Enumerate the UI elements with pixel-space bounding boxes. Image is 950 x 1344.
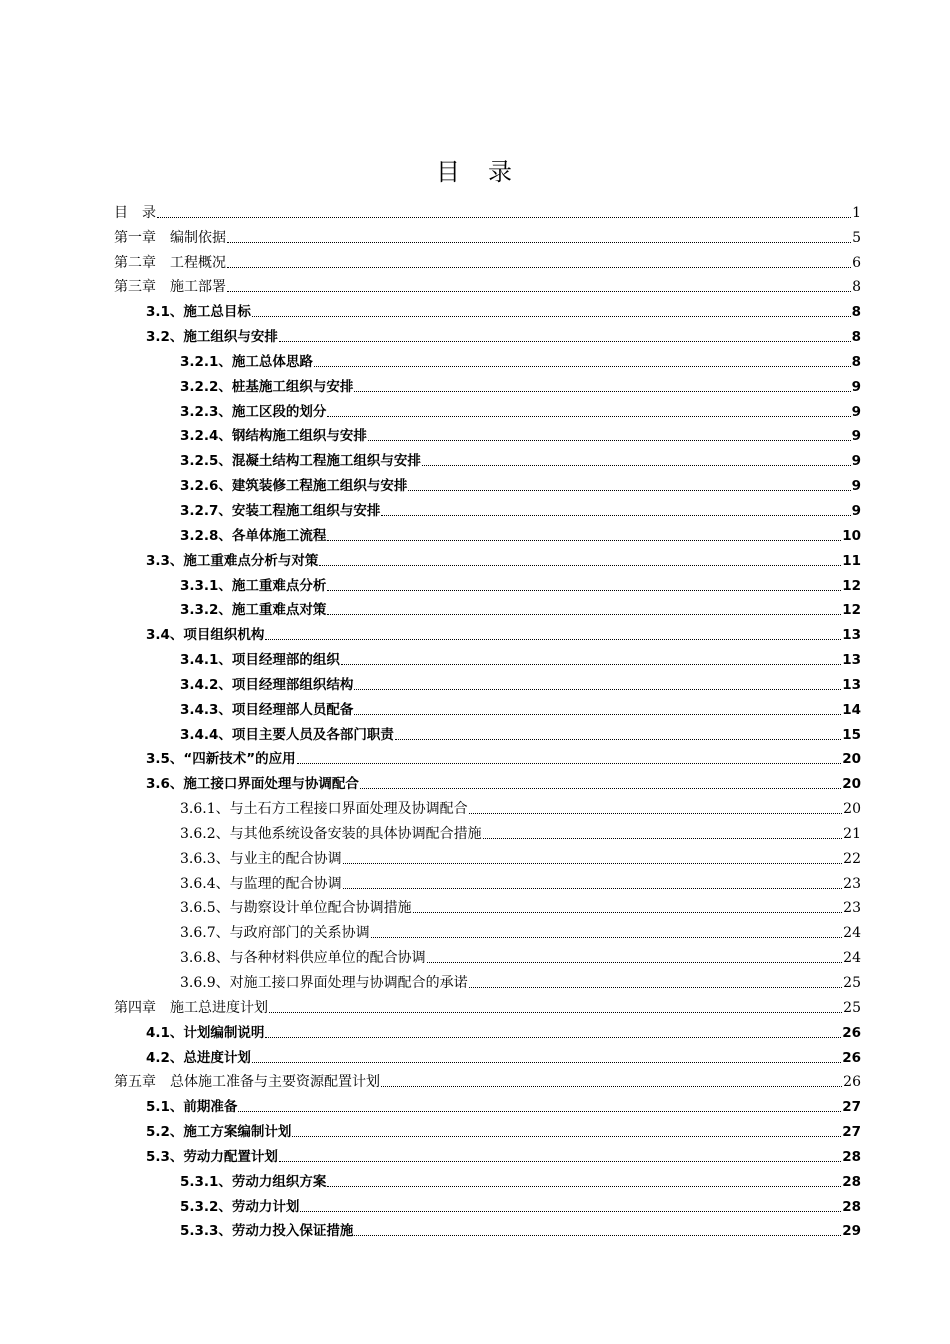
toc-entry-page: 8 [851, 304, 861, 321]
toc-leader-dots [343, 887, 843, 889]
toc-entry-page: 12 [842, 577, 861, 594]
toc-entry-label: 3.6.1、与土石方工程接口界面处理及协调配合 [180, 801, 468, 818]
toc-leader-dots [354, 688, 841, 690]
toc-entry[interactable] [0, 768, 861, 793]
toc-entry-page: 26 [843, 1074, 861, 1091]
toc-entry-page: 1 [852, 204, 861, 221]
toc-entry-label: 3.2.4、钢结构施工组织与安排 [180, 428, 367, 445]
toc-entry[interactable] [0, 595, 861, 620]
toc-entry-page: 24 [843, 925, 861, 942]
toc-entry-page: 20 [842, 776, 861, 793]
toc-leader-dots [343, 862, 843, 864]
toc-entry-label: 3.6.7、与政府部门的关系协调 [180, 925, 370, 942]
toc-entry[interactable] [0, 694, 861, 719]
toc-entry-page: 27 [842, 1124, 861, 1141]
toc-entry-page: 26 [842, 1049, 861, 1066]
toc-leader-dots [381, 514, 850, 516]
toc-entry[interactable] [0, 893, 861, 918]
toc-leader-dots [238, 1110, 841, 1112]
toc-leader-dots [297, 762, 842, 764]
toc-entry-page: 26 [842, 1024, 861, 1041]
toc-entry-page: 29 [842, 1223, 861, 1240]
toc-entry-label: 3.5、“四新技术”的应用 [146, 751, 296, 768]
toc-leader-dots [227, 266, 851, 268]
toc-leader-dots [422, 464, 851, 466]
toc-entry[interactable] [0, 470, 861, 495]
toc-entry[interactable] [0, 545, 861, 570]
toc-entry[interactable] [0, 321, 861, 346]
toc-entry-label: 第五章 总体施工准备与主要资源配置计划 [114, 1074, 380, 1091]
toc-entry-label: 3.2.3、施工区段的划分 [180, 403, 327, 420]
toc-entry-page: 8 [851, 329, 861, 346]
toc-leader-dots [413, 911, 843, 913]
toc-entry-label: 3.2、施工组织与安排 [146, 329, 278, 346]
toc-entry-page: 9 [851, 378, 861, 395]
toc-entry-page: 23 [843, 875, 861, 892]
toc-entry-label: 5.3.2、劳动力计划 [180, 1198, 300, 1215]
toc-entry-label: 3.2.8、各单体施工流程 [180, 527, 327, 544]
toc-entry[interactable] [0, 1067, 861, 1092]
toc-entry[interactable] [0, 793, 861, 818]
toc-leader-dots [265, 1036, 841, 1038]
toc-entry-label: 第二章 工程概况 [114, 254, 226, 271]
toc-entry-label: 3.6.8、与各种材料供应单位的配合协调 [180, 950, 426, 967]
toc-entry-label: 3.4、项目组织机构 [146, 627, 265, 644]
toc-leader-dots [314, 365, 851, 367]
table-of-contents [0, 197, 950, 1240]
toc-entry-page: 9 [851, 478, 861, 495]
toc-entry-label: 5.3、劳动力配置计划 [146, 1148, 278, 1165]
toc-entry-page: 5 [852, 229, 861, 246]
toc-entry-label: 5.2、施工方案编制计划 [146, 1124, 292, 1141]
toc-entry-label: 3.6、施工接口界面处理与协调配合 [146, 776, 359, 793]
toc-entry[interactable] [0, 197, 861, 222]
toc-entry-label: 5.3.1、劳动力组织方案 [180, 1173, 327, 1190]
toc-entry[interactable] [0, 346, 861, 371]
toc-entry[interactable] [0, 1017, 861, 1042]
toc-entry-label: 5.3.3、劳动力投入保证措施 [180, 1223, 354, 1240]
toc-entry[interactable] [0, 371, 861, 396]
toc-entry-page: 25 [843, 975, 861, 991]
toc-entry[interactable] [0, 570, 861, 595]
toc-entry-label: 3.2.1、施工总体思路 [180, 353, 313, 370]
toc-entry[interactable] [0, 917, 861, 942]
toc-entry[interactable] [0, 222, 861, 247]
toc-entry[interactable] [0, 1116, 861, 1141]
toc-entry-label: 5.1、前期准备 [146, 1099, 238, 1116]
toc-entry-label: 3.3.2、施工重难点对策 [180, 602, 327, 619]
toc-leader-dots [157, 216, 851, 218]
toc-leader-dots [327, 1185, 841, 1187]
toc-entry-label: 目 录 [114, 204, 156, 221]
toc-leader-dots [279, 340, 851, 342]
toc-leader-dots [368, 439, 851, 441]
toc-entry[interactable] [0, 992, 861, 1017]
toc-leader-dots [354, 390, 850, 392]
toc-leader-dots [227, 290, 851, 292]
toc-entry[interactable] [0, 445, 861, 470]
toc-entry-label: 3.2.5、混凝土结构工程施工组织与安排 [180, 453, 421, 470]
toc-leader-dots [381, 1085, 842, 1087]
toc-entry[interactable] [0, 296, 861, 321]
toc-entry[interactable] [0, 1091, 861, 1116]
toc-entry-label: 3.1、施工总目标 [146, 304, 251, 321]
toc-entry-page: 28 [842, 1198, 861, 1215]
toc-entry-page: 22 [843, 850, 861, 867]
toc-leader-dots [292, 1135, 841, 1137]
toc-entry-page: 12 [842, 602, 861, 619]
toc-entry[interactable] [0, 843, 861, 868]
toc-entry[interactable] [0, 669, 861, 694]
toc-entry-label: 4.1、计划编制说明 [146, 1024, 265, 1041]
toc-entry[interactable] [0, 421, 861, 446]
toc-entry[interactable] [0, 247, 861, 272]
toc-leader-dots [300, 1210, 841, 1212]
toc-entry-page: 14 [842, 701, 861, 718]
toc-entry-page: 20 [842, 751, 861, 768]
toc-entry[interactable] [0, 1141, 861, 1166]
toc-leader-dots [360, 787, 841, 789]
toc-leader-dots [327, 539, 841, 541]
toc-entry-page: 24 [843, 950, 861, 967]
toc-entry[interactable] [0, 619, 861, 644]
toc-entry[interactable] [0, 495, 861, 520]
toc-leader-dots [469, 986, 843, 988]
toc-entry-label: 第四章 施工总进度计划 [114, 999, 268, 1016]
toc-entry-label: 3.3、施工重难点分析与对策 [146, 552, 319, 569]
toc-entry-page: 9 [851, 453, 861, 470]
toc-entry[interactable] [0, 1166, 861, 1191]
toc-leader-dots [269, 1011, 842, 1013]
toc-leader-dots [319, 564, 841, 566]
toc-leader-dots [327, 415, 850, 417]
toc-entry[interactable] [0, 272, 861, 297]
toc-entry-label: 3.6.2、与其他系统设备安装的具体协调配合措施 [180, 825, 482, 842]
toc-entry-label: 3.4.4、项目主要人员及各部门职责 [180, 726, 394, 743]
toc-leader-dots [327, 613, 841, 615]
toc-entry-label: 第一章 编制依据 [114, 229, 226, 246]
toc-entry-page: 13 [842, 676, 861, 693]
toc-entry[interactable] [0, 818, 861, 843]
toc-leader-dots [227, 241, 851, 243]
toc-entry-label: 第三章 施工部署 [114, 279, 226, 296]
toc-entry-label: 3.6.5、与勘察设计单位配合协调措施 [180, 900, 412, 917]
toc-entry-page: 28 [842, 1148, 861, 1165]
toc-entry-page: 11 [842, 552, 861, 569]
toc-entry-page: 15 [842, 726, 861, 743]
toc-entry-label: 3.3.1、施工重难点分析 [180, 577, 327, 594]
toc-leader-dots [252, 1061, 841, 1063]
toc-leader-dots [427, 961, 843, 963]
toc-entry[interactable] [0, 1042, 861, 1067]
toc-entry-page: 25 [843, 999, 861, 1016]
toc-entry[interactable] [0, 967, 861, 992]
toc-entry-page: 23 [843, 900, 861, 917]
toc-entry-label: 3.4.3、项目经理部人员配备 [180, 701, 354, 718]
toc-leader-dots [265, 638, 841, 640]
toc-entry[interactable] [0, 1191, 861, 1216]
toc-entry-page: 27 [842, 1099, 861, 1116]
toc-entry-page: 28 [842, 1173, 861, 1190]
toc-entry-label: 3.6.4、与监理的配合协调 [180, 875, 342, 892]
toc-entry[interactable] [0, 868, 861, 893]
toc-leader-dots [371, 936, 843, 938]
toc-entry[interactable] [0, 719, 861, 744]
toc-entry-page: 13 [842, 627, 861, 644]
toc-entry-page: 13 [842, 652, 861, 669]
toc-entry[interactable] [0, 942, 861, 967]
toc-entry[interactable] [0, 644, 861, 669]
toc-leader-dots [354, 713, 841, 715]
toc-title: 目 录 [436, 158, 514, 186]
toc-leader-dots [408, 489, 850, 491]
toc-entry-label: 3.2.7、安装工程施工组织与安排 [180, 502, 381, 519]
toc-entry-label: 3.6.9、对施工接口界面处理与协调配合的承诺 [180, 975, 468, 991]
toc-leader-dots [483, 837, 843, 839]
toc-leader-dots [354, 1234, 841, 1236]
toc-entry[interactable] [0, 396, 861, 421]
toc-entry-page: 8 [852, 279, 861, 296]
toc-leader-dots [341, 663, 841, 665]
toc-entry-page: 9 [851, 502, 861, 519]
toc-entry-page: 9 [851, 428, 861, 445]
toc-entry-label: 3.6.3、与业主的配合协调 [180, 850, 342, 867]
toc-entry-page: 6 [852, 254, 861, 271]
toc-entry[interactable] [0, 1216, 861, 1241]
toc-entry-page: 20 [843, 801, 861, 818]
toc-leader-dots [279, 1160, 841, 1162]
toc-entry-page: 9 [851, 403, 861, 420]
toc-leader-dots [395, 738, 841, 740]
toc-entry-page: 10 [842, 527, 861, 544]
toc-entry-label: 3.4.2、项目经理部组织结构 [180, 676, 354, 693]
toc-entry-label: 3.2.2、桩基施工组织与安排 [180, 378, 354, 395]
toc-entry-label: 4.2、总进度计划 [146, 1049, 251, 1066]
toc-entry-page: 21 [843, 825, 861, 842]
toc-entry-page: 8 [851, 353, 861, 370]
toc-leader-dots [327, 589, 841, 591]
toc-entry-label: 3.2.6、建筑装修工程施工组织与安排 [180, 478, 408, 495]
toc-entry[interactable] [0, 520, 861, 545]
toc-entry[interactable] [0, 744, 861, 769]
toc-entry-label: 3.4.1、项目经理部的组织 [180, 652, 340, 669]
toc-leader-dots [469, 812, 843, 814]
toc-leader-dots [252, 315, 851, 317]
